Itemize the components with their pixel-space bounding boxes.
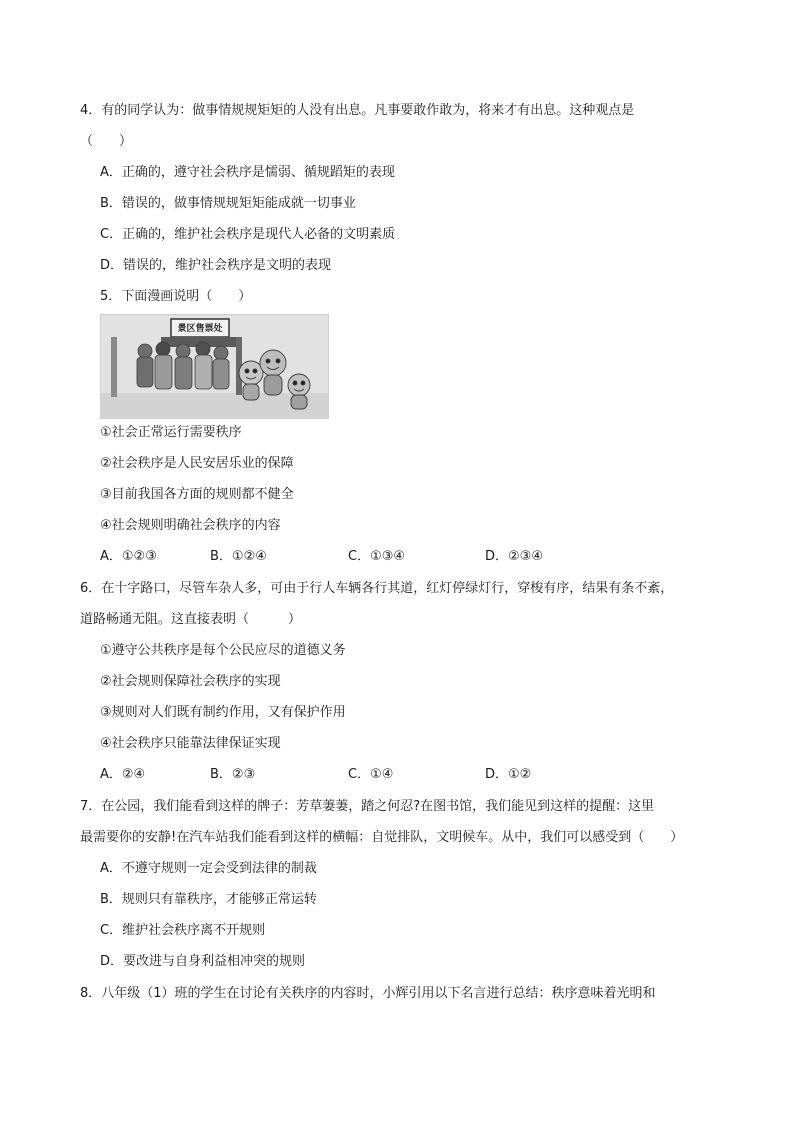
q7-stem-line-2: 最需要你的安静!在汽车站我们能看到这样的横幅：自觉排队，文明候车。从中，我们可以感受到（ ） [80,830,684,845]
q5-option-b: B．①②④ [210,549,267,564]
q6-stem-line-1: 6．在十字路口，尽管车杂人多，可由于行人车辆各行其道，红灯停绿灯行，穿梭有序，结果有条不紊， [80,581,674,596]
q6-statement-4: ④社会秩序只能靠法律保证实现 [100,736,281,751]
q5-statement-3: ③目前我国各方面的规则都不健全 [100,487,294,502]
q7-option-a: A．不遵守规则一定会受到法律的制裁 [100,861,317,876]
q6-option-d: D．①② [485,767,532,782]
q5-statement-2: ②社会秩序是人民安居乐业的保障 [100,456,294,471]
q5-option-a: A．①②③ [100,549,157,564]
q6-option-b: B．②③ [210,767,256,782]
q7-option-d: D．要改进与自身利益相冲突的规则 [100,954,306,969]
q4-stem-line-1: 4．有的同学认为：做事情规规矩矩的人没有出息。凡事要敢作敢为，将来才有出息。这种观点是 [80,103,635,118]
q5-statement-4: ④社会规则明确社会秩序的内容 [100,518,281,533]
q5-statement-1: ①社会正常运行需要秩序 [100,425,242,440]
q5-stem: 5．下面漫画说明（ ） [100,289,252,304]
q4-option-a: A．正确的，遵守社会秩序是懦弱、循规蹈矩的表现 [100,165,395,180]
q5-option-d: D．②③④ [485,549,543,564]
q6-option-a: A．②④ [100,767,146,782]
q6-statement-2: ②社会规则保障社会秩序的实现 [100,674,281,689]
q7-option-c: C．维护社会秩序离不开规则 [100,923,266,938]
q6-statement-3: ③规则对人们既有制约作用，又有保护作用 [100,705,346,720]
ticket-queue-cartoon [100,314,329,419]
q5-option-c: C．①③④ [348,549,406,564]
ticket-office-sign: 景区售票处 [177,324,223,334]
q6-option-c: C．①④ [348,767,394,782]
q4-option-c: C．正确的，维护社会秩序是现代人必备的文明素质 [100,227,396,242]
q4-option-d: D．错误的，维护社会秩序是文明的表现 [100,258,332,273]
q8-stem-line-1: 8．八年级（1）班的学生在讨论有关秩序的内容时，小辉引用以下名言进行总结：秩序意味着光明和 [80,986,656,1001]
q6-stem-line-2: 道路畅通无阻。这直接表明（ ） [80,612,302,627]
q4-option-b: B．错误的，做事情规规矩矩能成就一切事业 [100,196,356,211]
q7-stem-line-1: 7．在公园，我们能看到这样的牌子：芳草萋萋，踏之何忍?在图书馆，我们能见到这样的提醒：这里 [80,799,655,814]
q7-option-b: B．规则只有靠秩序，才能够正常运转 [100,892,317,907]
q4-stem-line-2: （ ） [80,134,133,149]
q6-statement-1: ①遵守公共秩序是每个公民应尽的道德义务 [100,643,346,658]
